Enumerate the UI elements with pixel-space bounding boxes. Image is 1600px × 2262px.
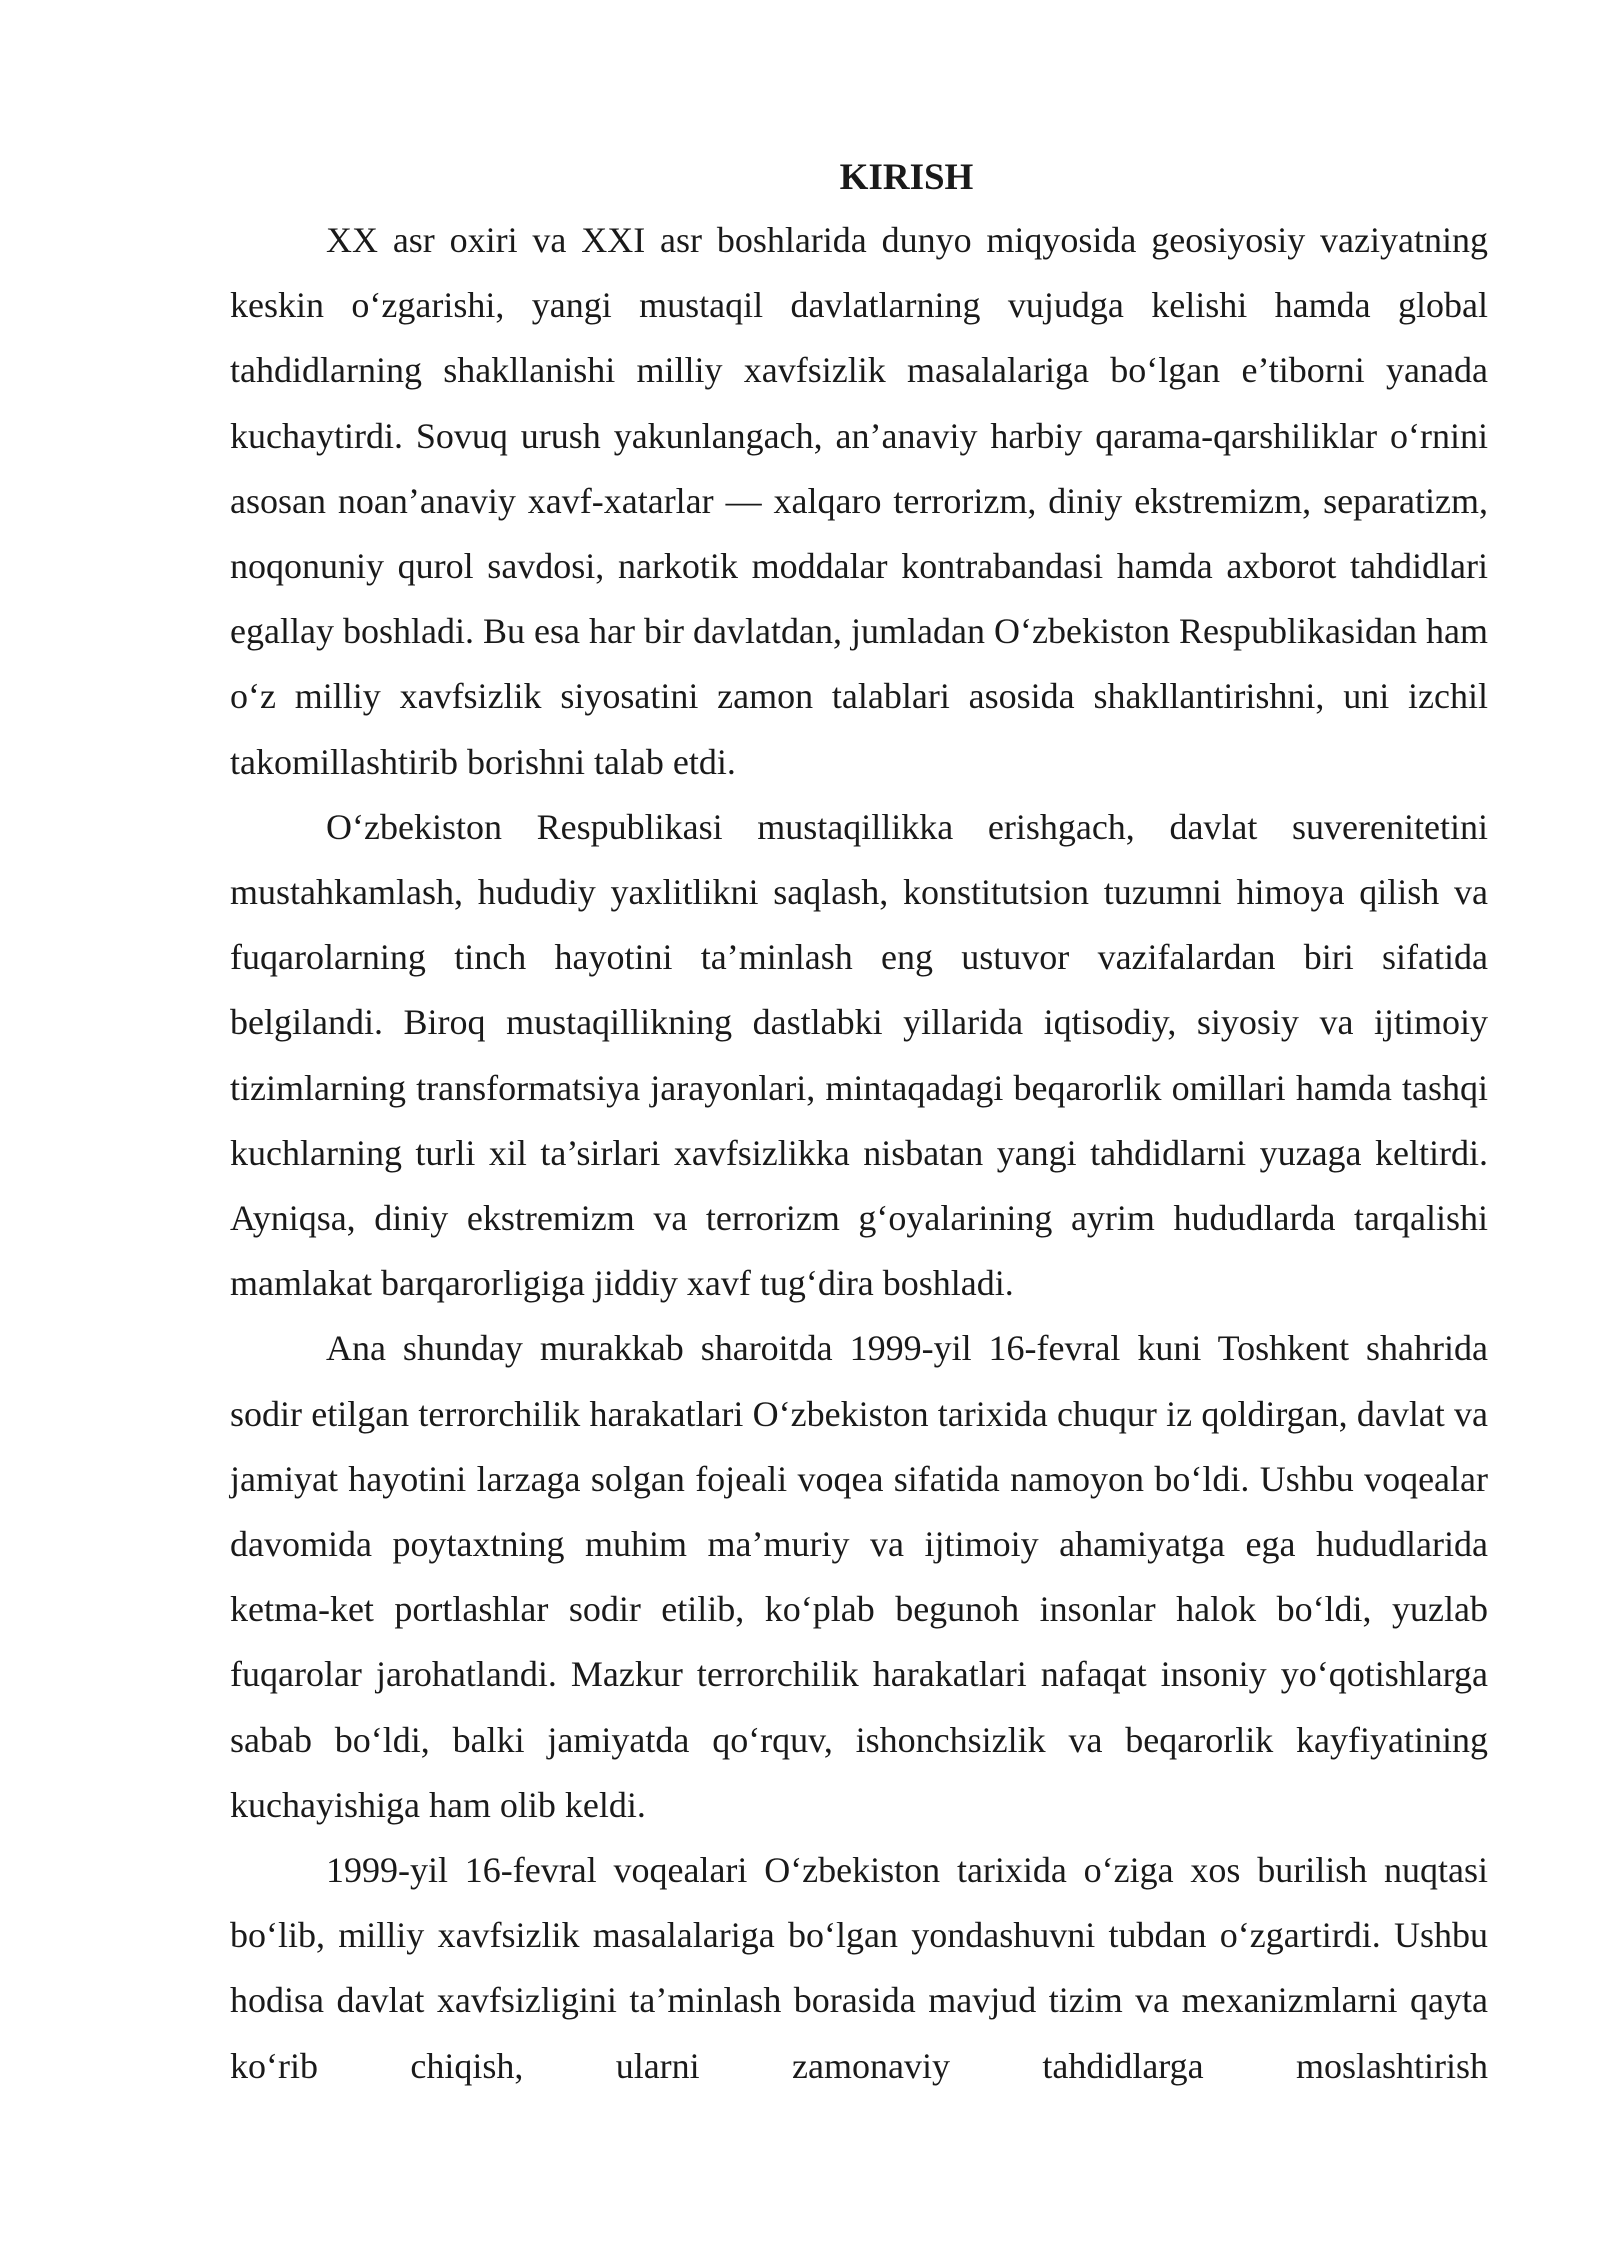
paragraph: Ana shunday murakkab sharoitda 1999-yil 16-fevral kuni Toshkent shahrida sodir etilgan terrorchilik harakatlari O‘zbekiston tarixida chuqur iz qoldirgan, davlat va jamiyat hayotini larzaga solgan fojeali voqea sifatida namoyon bo‘ldi. Ushbu voqealar davomida poytaxtning muhim ma’muriy va ijtimoiy ahamiyatga ega hududlarida ketma-ket portlashlar sodir etilib, ko‘plab begunoh insonlar halok bo‘ldi, yuzlab fuqarolar jarohatlandi. Mazkur terrorchilik harakatlari nafaqat insoniy yo‘qotishlarga sabab bo‘ldi, balki jamiyatda qo‘rquv, ishonchsizlik va beqarorlik kayfiyatining kuchayishiga ham olib keldi. — [230, 1328, 1488, 1825]
document-body — [230, 148, 1488, 2099]
paragraph: O‘zbekiston Respublikasi mustaqillikka erishgach, davlat suverenitetini mustahkamlash, hududiy yaxlitlikni saqlash, konstitutsion tuzumni himoya qilish va fuqarolarning tinch hayotini ta’minlash eng ustuvor vazifalardan biri sifatida belgilandi. Biroq mustaqillikning dastlabki yillarida iqtisodiy, siyosiy va ijtimoiy tizimlarning transformatsiya jarayonlari, mintaqadagi beqarorlik omillari hamda tashqi kuchlarning turli xil ta’sirlari xavfsizlikka nisbatan yangi tahdidlarni yuzaga keltirdi. Ayniqsa, diniy ekstremizm va terrorizm g‘oyalarining ayrim hududlarda tarqalishi mamlakat barqarorligiga jiddiy xavf tug‘dira boshladi. — [230, 806, 1488, 1304]
paragraph: 1999-yil 16-fevral voqealari O‘zbekiston tarixida o‘ziga xos burilish nuqtasi bo‘lib, milliy xavfsizlik masalalariga bo‘lgan yondashuvni tubdan o‘zgartirdi. Ushbu hodisa davlat xavfsizligini ta’minlash borasida mavjud tizim va mexanizmlarni qayta ko‘rib chiqish, ularni zamonaviy tahdidlarga moslashtirish — [230, 1850, 1488, 2086]
paragraph: XX asr oxiri va XXI asr boshlarida dunyo miqyosida geosiyosiy vaziyatning keskin o‘zgarishi, yangi mustaqil davlatlarning vujudga kelishi hamda global tahdidlarning shakllanishi milliy xavfsizlik masalalariga bo‘lgan e’tiborni yanada kuchaytirdi. Sovuq urush yakunlangach, an’anaviy harbiy qarama-qarshiliklar o‘rnini asosan noan’anaviy xavf-xatarlar — xalqaro terrorizm, diniy ekstremizm, separatizm, noqonuniy qurol savdosi, narkotik moddalar kontrabandasi hamda axborot tahdidlari egallay boshladi. Bu esa har bir davlatdan, jumladan O‘zbekiston Respublikasidan ham o‘z milliy xavfsizlik siyosatini zamon talablari asosida shakllantirishni, uni izchil takomillashtirib borishni talab etdi. — [230, 220, 1488, 782]
section-title: KIRISH — [839, 157, 974, 198]
